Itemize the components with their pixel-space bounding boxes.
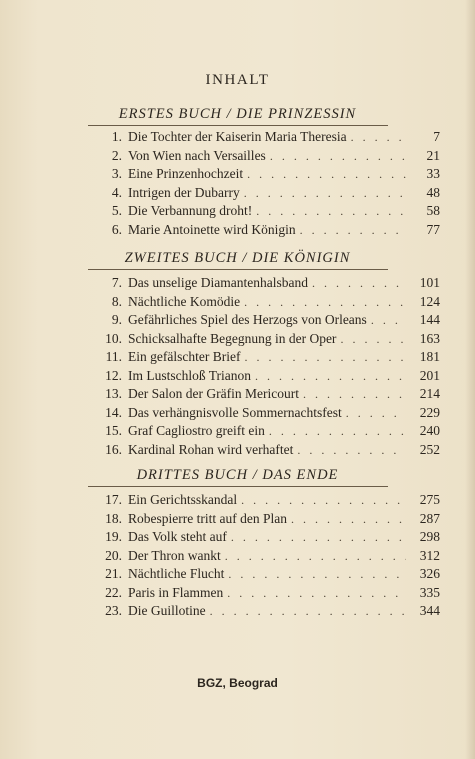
entry-title: Paris in Flammen bbox=[128, 584, 224, 600]
publisher-imprint: BGZ, Beograd bbox=[197, 676, 278, 690]
entry-number: 10. bbox=[105, 330, 122, 346]
toc-entry bbox=[100, 441, 440, 460]
leader-dots bbox=[351, 128, 406, 147]
entry-title: Die Guillotine bbox=[128, 603, 206, 618]
leader-dots bbox=[340, 330, 406, 349]
entry-number: 20. bbox=[105, 547, 122, 563]
toc-entry bbox=[100, 584, 440, 603]
entry-title: Eine Prinzenhochzeit bbox=[128, 166, 244, 181]
entry-page: 48 bbox=[426, 184, 440, 200]
entry-title: Graf Cagliostro greift ein bbox=[128, 423, 265, 438]
entry-page: 144 bbox=[419, 312, 440, 327]
toc-entry bbox=[100, 547, 440, 566]
entry-number: 13. bbox=[105, 386, 122, 401]
entry-page: 214 bbox=[419, 386, 440, 401]
book-heading-text: ZWEITES BUCH / DIE KÖNIGIN bbox=[124, 250, 351, 266]
entry-page: 124 bbox=[419, 293, 440, 309]
entry-title: Im Lustschloß Trianon bbox=[128, 367, 252, 383]
book-heading-2 bbox=[0, 250, 475, 270]
entry-page: 298 bbox=[419, 529, 440, 544]
entry-title: Die Tochter der Kaiserin Maria Theresia bbox=[128, 129, 347, 144]
toc-section-3 bbox=[100, 491, 440, 621]
entry-number: 11. bbox=[105, 349, 122, 364]
entry-number: 23. bbox=[105, 603, 122, 618]
leader-dots bbox=[227, 584, 406, 603]
toc-entry bbox=[100, 385, 440, 404]
entry-number: 9. bbox=[111, 312, 122, 327]
leader-dots bbox=[312, 274, 406, 293]
entry-number: 1. bbox=[111, 129, 122, 144]
leader-dots bbox=[241, 491, 406, 510]
leader-dots bbox=[244, 184, 406, 203]
entry-page: 58 bbox=[426, 203, 440, 218]
entry-page: 33 bbox=[426, 166, 440, 181]
toc-entry bbox=[100, 422, 440, 441]
entry-title: Nächtliche Flucht bbox=[128, 566, 225, 581]
entry-title: Ein gefälschter Brief bbox=[128, 349, 241, 364]
entry-title: Der Salon der Gräfin Mericourt bbox=[128, 386, 299, 401]
entry-number: 14. bbox=[105, 404, 122, 420]
leader-dots bbox=[244, 348, 406, 367]
entry-title: Nächtliche Komödie bbox=[128, 293, 241, 309]
entry-title: Der Thron wankt bbox=[128, 547, 221, 563]
entry-page: 287 bbox=[419, 510, 440, 526]
toc-entry bbox=[100, 510, 440, 529]
entry-page: 326 bbox=[419, 566, 440, 581]
entry-number: 18. bbox=[105, 510, 122, 526]
leader-dots bbox=[269, 422, 406, 441]
toc-entry bbox=[100, 165, 440, 184]
toc-entry bbox=[100, 274, 440, 293]
entry-title: Kardinal Rohan wird verhaftet bbox=[128, 441, 294, 457]
toc-title: INHALT bbox=[205, 72, 270, 88]
toc-entry bbox=[100, 221, 440, 240]
toc-entry bbox=[100, 184, 440, 203]
toc-entry bbox=[100, 367, 440, 386]
toc-entry bbox=[100, 293, 440, 312]
toc-entry bbox=[100, 202, 440, 221]
entry-number: 2. bbox=[111, 147, 122, 163]
entry-title: Von Wien nach Versailles bbox=[128, 147, 266, 163]
entry-page: 312 bbox=[419, 547, 440, 563]
leader-dots bbox=[225, 547, 406, 566]
entry-page: 101 bbox=[419, 275, 440, 290]
toc-entry bbox=[100, 330, 440, 349]
leader-dots bbox=[244, 293, 406, 312]
book-heading-text: ERSTES BUCH / DIE PRINZESSIN bbox=[118, 106, 357, 122]
entry-page: 240 bbox=[419, 423, 440, 438]
leader-dots bbox=[346, 404, 406, 423]
heading-underline bbox=[88, 269, 388, 270]
heading-underline bbox=[88, 125, 388, 126]
leader-dots bbox=[231, 528, 406, 547]
entry-number: 22. bbox=[105, 584, 122, 600]
entry-title: Ein Gerichtsskandal bbox=[128, 492, 238, 507]
entry-number: 4. bbox=[111, 184, 122, 200]
leader-dots bbox=[291, 510, 406, 529]
toc-entry bbox=[100, 311, 440, 330]
entry-title: Intrigen der Dubarry bbox=[128, 184, 240, 200]
entry-title: Das Volk steht auf bbox=[128, 529, 227, 544]
entry-page: 21 bbox=[426, 147, 440, 163]
leader-dots bbox=[228, 565, 406, 584]
book-heading-1 bbox=[0, 106, 475, 126]
entry-title: Das unselige Diamantenhalsband bbox=[128, 275, 308, 290]
toc-entry bbox=[100, 128, 440, 147]
entry-page: 252 bbox=[419, 441, 440, 457]
leader-dots bbox=[371, 311, 406, 330]
entry-page: 77 bbox=[426, 221, 440, 237]
entry-title: Robespierre tritt auf den Plan bbox=[128, 510, 287, 526]
toc-section-1 bbox=[100, 128, 440, 239]
book-heading-3 bbox=[0, 467, 475, 487]
entry-number: 6. bbox=[111, 221, 122, 237]
entry-number: 3. bbox=[111, 166, 122, 181]
leader-dots bbox=[297, 441, 406, 460]
heading-underline bbox=[88, 486, 388, 487]
entry-title: Gefährliches Spiel des Herzogs von Orleans bbox=[128, 312, 367, 327]
entry-page: 275 bbox=[419, 492, 440, 507]
entry-title: Marie Antoinette wird Königin bbox=[128, 221, 296, 237]
toc-section-2 bbox=[100, 274, 440, 459]
entry-number: 8. bbox=[111, 293, 122, 309]
leader-dots bbox=[255, 367, 406, 386]
book-heading-text: DRITTES BUCH / DAS ENDE bbox=[136, 467, 339, 483]
toc-entry bbox=[100, 147, 440, 166]
toc-entry bbox=[100, 404, 440, 423]
entry-title: Die Verbannung droht! bbox=[128, 203, 253, 218]
entry-number: 15. bbox=[105, 423, 122, 438]
entry-title: Das verhängnisvolle Sommernachtsfest bbox=[128, 404, 342, 420]
entry-page: 7 bbox=[433, 129, 440, 144]
entry-page: 163 bbox=[419, 330, 440, 346]
leader-dots bbox=[256, 202, 406, 221]
toc-entry bbox=[100, 565, 440, 584]
toc-entry bbox=[100, 491, 440, 510]
leader-dots bbox=[210, 602, 406, 621]
leader-dots bbox=[300, 221, 406, 240]
leader-dots bbox=[303, 385, 406, 404]
entry-page: 344 bbox=[419, 603, 440, 618]
entry-number: 16. bbox=[105, 441, 122, 457]
leader-dots bbox=[270, 147, 406, 166]
entry-number: 5. bbox=[111, 203, 122, 218]
entry-page: 181 bbox=[419, 349, 440, 364]
entry-page: 229 bbox=[419, 404, 440, 420]
entry-number: 19. bbox=[105, 529, 122, 544]
entry-number: 7. bbox=[111, 275, 122, 290]
entry-number: 12. bbox=[105, 367, 122, 383]
toc-entry bbox=[100, 602, 440, 621]
entry-number: 17. bbox=[105, 492, 122, 507]
entry-number: 21. bbox=[105, 566, 122, 581]
entry-page: 201 bbox=[419, 367, 440, 383]
entry-page: 335 bbox=[419, 584, 440, 600]
toc-entry bbox=[100, 348, 440, 367]
entry-title: Schicksalhafte Begegnung in der Oper bbox=[128, 330, 337, 346]
leader-dots bbox=[247, 165, 406, 184]
toc-entry bbox=[100, 528, 440, 547]
